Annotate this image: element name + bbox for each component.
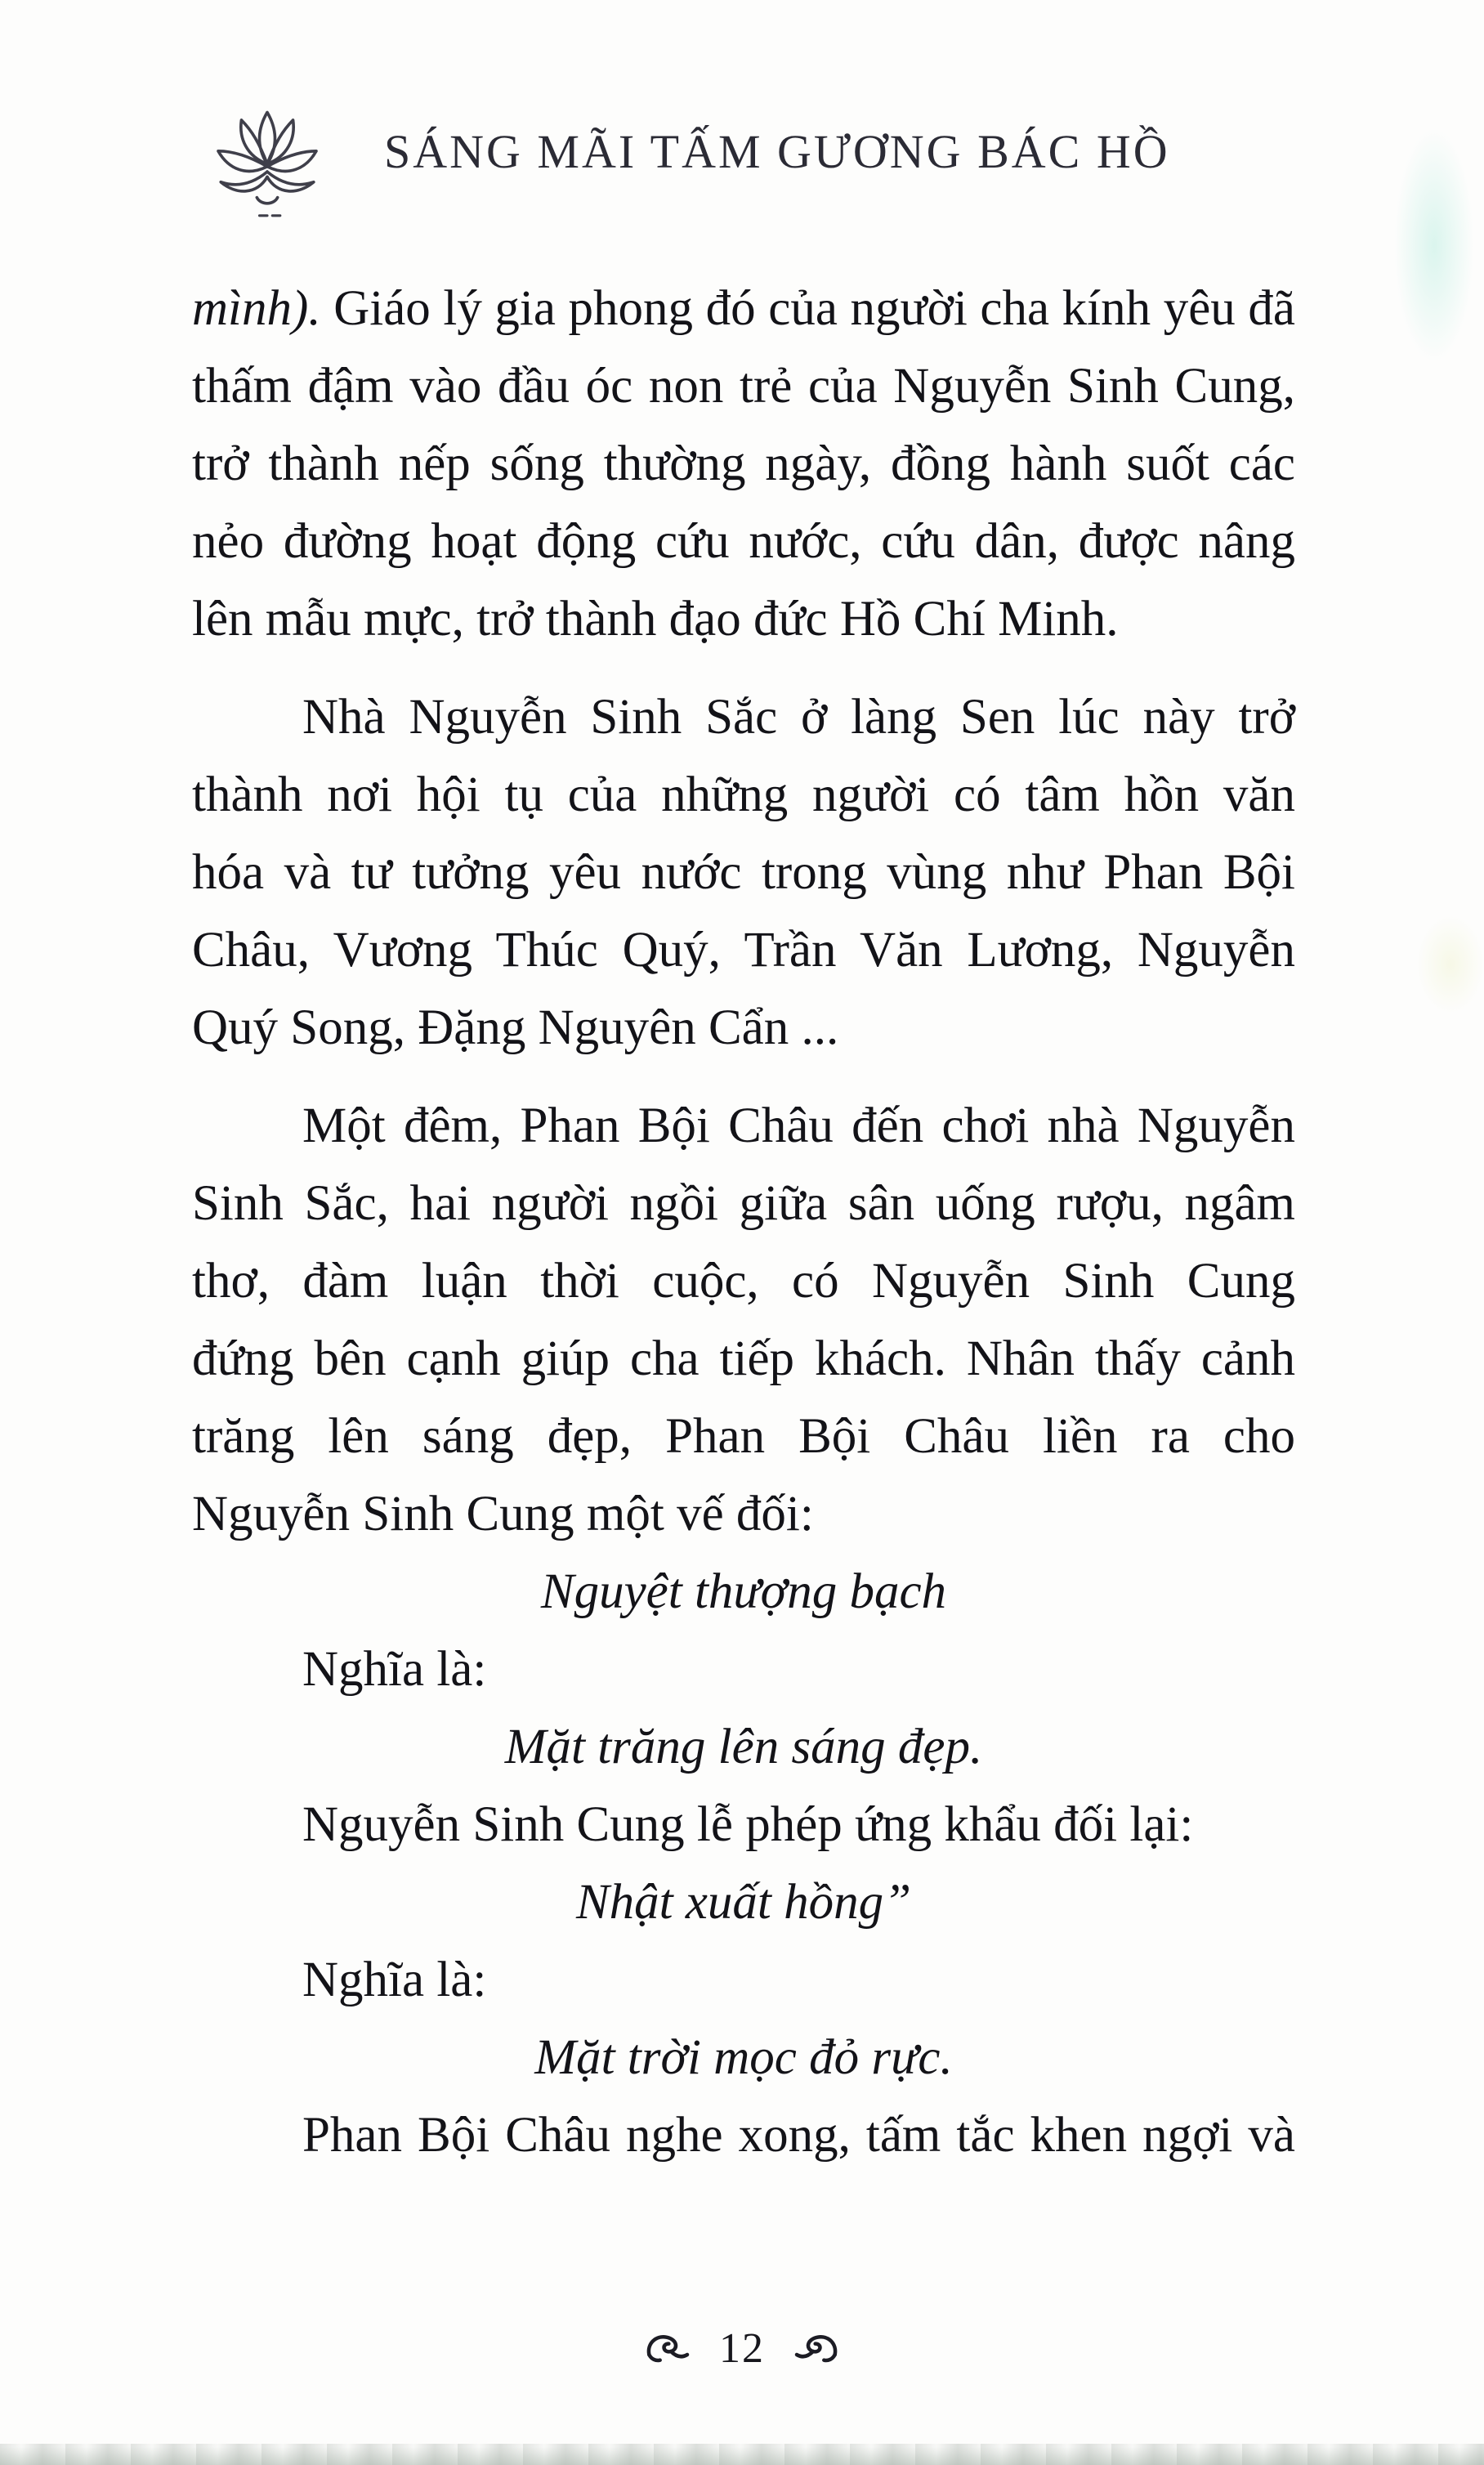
italic-lead-word: mình). xyxy=(192,281,321,336)
text-line: Nghĩa là: xyxy=(302,1953,487,2007)
scan-tint xyxy=(1406,899,1484,1030)
text-line: Quý Song, Đặng Nguyên Cẩn ... xyxy=(192,1000,839,1055)
text-line: Nghĩa là: xyxy=(302,1642,487,1697)
text-line: Nhà Nguyễn Sinh Sắc ở làng Sen lúc này trở xyxy=(302,690,1295,745)
text-line: Châu, Vương Thúc Quý, Trần Văn Lương, Nguyễn xyxy=(192,923,1295,978)
verse-line: Mặt trời mọc đỏ rực. xyxy=(534,2030,953,2085)
verse-line: Mặt trăng lên sáng đẹp. xyxy=(504,1720,983,1774)
text-line: lên mẫu mực, trở thành đạo đức Hồ Chí Minh. xyxy=(192,592,1119,646)
text-line: Nguyễn Sinh Cung một vế đối: xyxy=(192,1487,814,1541)
text-line xyxy=(192,270,1295,347)
text-line: hóa và tư tưởng yêu nước trong vùng như Phan Bội xyxy=(192,845,1295,900)
page-title: SÁNG MÃI TẤM GƯƠNG BÁC HỒ xyxy=(384,125,1170,178)
text-line: đứng bên cạnh giúp cha tiếp khách. Nhân thấy cảnh xyxy=(192,1331,1295,1386)
line-text: Giáo lý gia phong đó của người cha kính yêu đã xyxy=(320,281,1295,336)
text-line: Phan Bội Châu nghe xong, tấm tắc khen ngợi và xyxy=(302,2108,1295,2163)
bottom-scan-edge xyxy=(0,2444,1484,2465)
text-line: Nguyễn Sinh Cung lễ phép ứng khẩu đối lại: xyxy=(302,1797,1194,1852)
text-line: thơ, đàm luận thời cuộc, có Nguyễn Sinh Cung xyxy=(192,1254,1295,1309)
page-number: 12 xyxy=(719,2324,765,2372)
body-text xyxy=(192,270,1295,2174)
text-line: thành nơi hội tụ của những người có tâm hồn văn xyxy=(192,767,1295,822)
text-line: thấm đậm vào đầu óc non trẻ của Nguyễn Sinh Cung, xyxy=(192,359,1295,414)
page-footer xyxy=(0,2311,1484,2385)
verse-line: Nhật xuất hồng” xyxy=(575,1875,912,1930)
text-line: trở thành nếp sống thường ngày, đồng hành suốt các xyxy=(192,436,1295,491)
fleuron-left-icon xyxy=(644,2332,691,2364)
text-line: nẻo đường hoạt động cứu nước, cứu dân, được nâng xyxy=(192,514,1295,569)
text-line: Sinh Sắc, hai người ngồi giữa sân uống rượu, ngâm xyxy=(192,1176,1295,1231)
text-line: Một đêm, Phan Bội Châu đến chơi nhà Nguyễn xyxy=(302,1098,1295,1153)
verse-line: Nguyệt thượng bạch xyxy=(540,1564,947,1619)
page-header xyxy=(0,0,1484,245)
fleuron-right-icon xyxy=(793,2332,840,2364)
lotus-icon xyxy=(203,105,332,227)
text-line: trăng lên sáng đẹp, Phan Bội Châu liền ra cho xyxy=(192,1409,1295,1464)
